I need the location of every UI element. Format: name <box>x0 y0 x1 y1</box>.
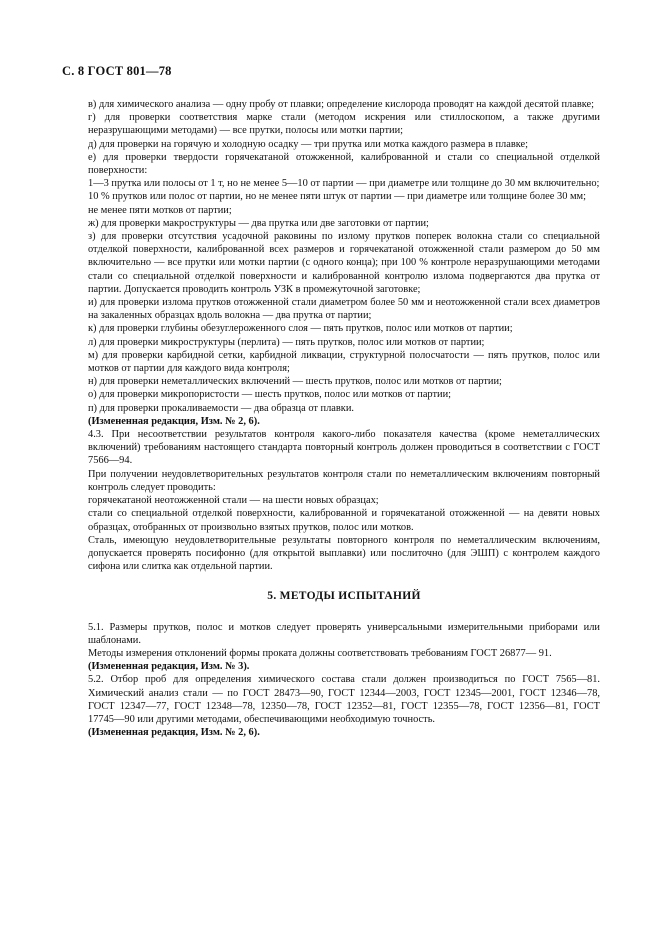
paragraph: в) для химического анализа — одну пробу от плавки; определение кислорода проводят на каждой десятой плавке; <box>88 99 595 110</box>
paragraph: стали со специальной отделкой поверхности, калиброванной и горячекатаной отожженной — на девяти новых образцах, отобранных от произвольно взятых прутков, полос или мотков. <box>88 508 600 533</box>
paragraph: д) для проверки на горячую и холодную осадку — три прутка или мотка каждого размера в плавке; <box>88 138 529 150</box>
paragraph: о) для проверки микропористости — шесть прутков, полос или мотков от партии; <box>88 389 452 401</box>
amendment-note: (Измененная редакция, Изм. № 2, 6). <box>88 727 260 739</box>
paragraph: л) для проверки микроструктуры (перлита) — пять прутков, полос или мотков от партии; <box>88 336 485 348</box>
paragraph: п) для проверки прокаливаемости — два образца от плавки. <box>88 402 354 414</box>
amendment-note: (Измененная редакция, Изм. № 3). <box>88 661 250 673</box>
paragraph: и) для проверки излома прутков отожженной стали диаметром более 50 мм и неотожженной стали всех диаметров на закаленных образцах вдоль волокна — два прутка от партии; <box>88 297 600 322</box>
clause-4-3: 4.3. При несоответствии результатов контроля какого-либо показателя качества (кроме неметаллических включений) требованиям настоящего стандарта повторный контроль должен проводиться в соответствии с ГОСТ 7566—94. <box>88 429 600 467</box>
paragraph: е) для проверки твердости горячекатаной отожженной, калиброванной и стали со специальной отделкой поверхности: <box>88 151 600 177</box>
clause-5-1: 5.1. Размеры прутков, полос и мотков следует проверять универсальными измерительными приборами или шаблонами. <box>88 621 600 646</box>
amendment-note: (Измененная редакция, Изм. № 2, 6). <box>88 415 260 427</box>
document-body <box>88 98 600 739</box>
paragraph: Методы измерения отклонений формы проката должны соответствовать требованиям ГОСТ 26877— 91. <box>88 647 552 659</box>
paragraph: 10 % прутков или полос от партии, но не менее пяти штук от партии — при диаметре или толщине более 30 мм; <box>88 191 587 203</box>
paragraph: з) для проверки отсутствия усадочной раковины по излому прутков поперек волокна стали со специальной отделкой поверхности, калиброванной всех размеров и горячекатаной отожженной стали размером до 50 мм включительно — все прутки или мотки партии (с одного конца); при 100 % контроле неразрушающими методами стали со специальной отделкой поверхности и калиброванной контролю излома подвергаются два прутка от партии. Допускается проводить контроль УЗК в промежуточной заготовке; <box>88 231 600 295</box>
paragraph: не менее пяти мотков от партии; <box>88 204 232 216</box>
paragraph: При получении неудовлетворительных результатов контроля стали по неметаллическим включениям повторный контроль следует проводить: <box>88 468 600 493</box>
paragraph: Сталь, имеющую неудовлетворительные результаты повторного контроля по неметаллическим включениям, допускается проверять посифонно (для открытой выплавки) или послиточно (для ЭШП) с контролем каждого сифона или слитка как отдельной партии. <box>88 534 600 573</box>
paragraph: м) для проверки карбидной сетки, карбидной ликвации, структурной полосчатости — пять прутков, полос или мотков от партии для каждого вида контроля; <box>88 349 600 375</box>
paragraph: 1—3 прутка или полосы от 1 т, но не менее 5—10 от партии — при диаметре или толщине до 30 мм включительно; <box>88 178 600 190</box>
paragraph: ж) для проверки макроструктуры — два прутка или две заготовки от партии; <box>88 217 429 229</box>
page-header: С. 8 ГОСТ 801—78 <box>62 64 172 78</box>
paragraph: н) для проверки неметаллических включений — шесть прутков, полос или мотков от партии; <box>88 376 502 388</box>
paragraph: к) для проверки глубины обезуглероженного слоя — пять прутков, полос или мотков от партии; <box>88 323 513 335</box>
clause-5-2: 5.2. Отбор проб для определения химического состава стали должен производиться по ГОСТ 7565—81. Химический анализ стали — по ГОСТ 28473—90, ГОСТ 12344—2003, ГОСТ 12345—2001, ГОСТ 12346—78, ГОСТ 12347—77, ГОСТ 12348—78, 12350—78, ГОСТ 12352—81, ГОСТ 12355—78, ГОСТ 12356—81, ГОСТ 17745—90 или другими методами, обеспечивающими необходимую точность. <box>88 674 600 725</box>
paragraph: г) для проверки соответствия марке стали (методом искрения или стиллоскопом, а также другими неразрушающими методами) — все прутки, полосы или мотки партии; <box>88 112 600 137</box>
paragraph: горячекатаной неотожженной стали — на шести новых образцах; <box>88 495 379 507</box>
section-title: 5. МЕТОДЫ ИСПЫТАНИЙ <box>267 590 421 603</box>
